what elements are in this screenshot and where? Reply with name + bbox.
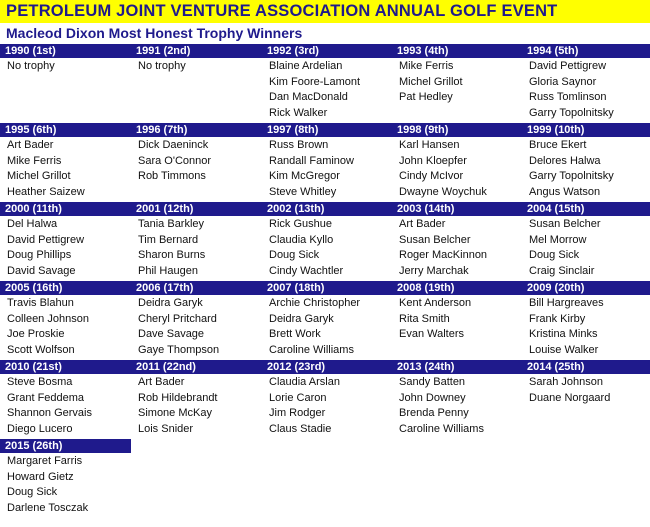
winner-list [131, 216, 259, 279]
year-cell [262, 202, 390, 279]
year-label: 2010 (21st) [5, 361, 62, 373]
winner-name: Doug Sick [269, 249, 320, 261]
winner-list [522, 295, 650, 358]
year-cell [0, 281, 128, 358]
winner-list [392, 58, 520, 106]
winner-name: Lois Snider [138, 422, 194, 435]
year-label: 2012 (23rd) [267, 361, 326, 373]
year-cell [392, 360, 520, 437]
year-cell [392, 202, 520, 279]
year-cell [131, 123, 259, 185]
year-cell [0, 44, 128, 75]
winner-name: Jim Rodger [269, 407, 326, 419]
year-label: 2011 (22nd) [136, 361, 196, 373]
year-cell [392, 281, 520, 343]
winner-name: Del Halwa [7, 218, 58, 230]
winner-name: Phil Haugen [138, 264, 198, 277]
winner-list [522, 137, 650, 200]
winner-name: Rick Gushue [269, 218, 332, 230]
year-cell [392, 123, 520, 200]
winner-name: Caroline Williams [399, 422, 484, 435]
year-cell [262, 123, 390, 200]
winner-name: Blaine Ardelian [269, 60, 343, 72]
year-label: 1991 (2nd) [136, 45, 191, 57]
winner-name: Roger MacKinnon [399, 249, 488, 261]
year-cell [262, 281, 390, 358]
winner-name: Cindy Wachtler [269, 264, 344, 277]
winner-name: Art Bader [7, 139, 54, 151]
winner-name: David Pettigrew [529, 60, 607, 72]
page-title: PETROLEUM JOINT VENTURE ASSOCIATION ANNUAL GOLF EVENT [6, 2, 558, 20]
year-row [0, 281, 650, 360]
year-label: 2015 (26th) [5, 440, 63, 452]
winner-name: Colleen Johnson [7, 312, 89, 325]
winner-name: Kent Anderson [399, 297, 472, 309]
year-label: 2001 (12th) [136, 203, 194, 215]
year-cell [131, 44, 259, 75]
winner-name: Sarah Johnson [529, 376, 603, 388]
winner-name: Michel Grillot [7, 170, 71, 182]
year-label: 2014 (25th) [527, 361, 585, 373]
year-row [0, 123, 650, 202]
winner-name: Tania Barkley [138, 218, 205, 230]
year-label: 2000 (11th) [5, 203, 62, 215]
winner-list [0, 58, 128, 75]
winner-name: Claudia Arslan [269, 376, 340, 388]
year-row [0, 44, 650, 123]
winner-name: Mel Morrow [529, 233, 587, 246]
winner-name: Deidra Garyk [269, 312, 334, 325]
winner-name: Doug Sick [529, 249, 580, 261]
year-cell [131, 360, 259, 437]
winner-list [0, 137, 128, 200]
winner-name: Frank Kirby [529, 312, 586, 325]
winner-list [131, 137, 259, 185]
winner-name: Susan Belcher [529, 218, 601, 230]
winner-list [262, 295, 390, 358]
winner-name: Pat Hedley [399, 91, 453, 103]
winner-name: Heather Saizew [7, 185, 85, 198]
winners-grid [0, 44, 650, 527]
year-cell [0, 439, 128, 516]
year-row [0, 439, 650, 527]
winner-name: Cheryl Pritchard [138, 312, 217, 325]
year-label: 2013 (24th) [397, 361, 455, 373]
year-cell [131, 281, 259, 358]
winner-list [392, 374, 520, 437]
winner-name: Susan Belcher [399, 233, 471, 246]
winner-list [0, 453, 128, 516]
winner-name: Scott Wolfson [7, 343, 75, 356]
winner-name: Dick Daeninck [138, 139, 209, 151]
winner-name: Doug Sick [7, 486, 58, 498]
winner-name: No trophy [138, 60, 186, 72]
winner-name: Shannon Gervais [7, 407, 92, 419]
year-cell [522, 44, 650, 121]
year-label: 2006 (17th) [136, 282, 194, 294]
winner-name: Cindy McIvor [399, 170, 464, 182]
winner-name: Claudia Kyllo [269, 233, 334, 246]
winner-name: Gaye Thompson [138, 343, 220, 356]
year-label: 2007 (18th) [267, 282, 325, 294]
year-cell [262, 44, 390, 121]
year-label: 2008 (19th) [397, 282, 455, 294]
winner-name: Bruce Ekert [529, 139, 587, 151]
winner-name: Dave Savage [138, 328, 205, 340]
winner-name: Angus Watson [529, 185, 601, 198]
year-cell [0, 202, 128, 279]
year-label: 1997 (8th) [267, 124, 319, 136]
year-label: 1996 (7th) [136, 124, 188, 136]
winner-name: Tim Bernard [138, 233, 199, 246]
winner-name: Garry Topolnitsky [529, 106, 614, 119]
winner-list [262, 216, 390, 279]
winner-name: Margaret Farris [7, 455, 83, 467]
winner-name: Deidra Garyk [138, 297, 203, 309]
winner-list [522, 58, 650, 121]
year-cell [522, 360, 650, 406]
winner-name: Darlene Tosczak [7, 501, 89, 514]
title-bar [0, 0, 650, 23]
winner-name: Randall Faminow [269, 154, 354, 167]
year-cell [131, 202, 259, 279]
year-label: 2009 (20th) [527, 282, 585, 294]
winner-name: Garry Topolnitsky [529, 170, 614, 182]
winner-name: Joe Proskie [7, 328, 65, 340]
page-subtitle: Macleod Dixon Most Honest Trophy Winners [6, 25, 303, 41]
winner-list [0, 295, 128, 358]
winner-name: John Kloepfer [399, 154, 467, 167]
winner-name: David Pettigrew [7, 233, 85, 246]
year-cell [0, 123, 128, 200]
winner-list [0, 374, 128, 437]
winner-name: Rita Smith [399, 312, 450, 325]
winner-name: Art Bader [138, 376, 185, 388]
winner-list [392, 137, 520, 200]
winner-name: Russ Tomlinson [529, 91, 607, 103]
winner-name: Craig Sinclair [529, 264, 595, 277]
winner-list [522, 216, 650, 279]
winner-name: Michel Grillot [399, 75, 463, 88]
winner-name: Louise Walker [529, 343, 599, 356]
year-label: 2002 (13th) [267, 203, 325, 215]
winner-list [131, 374, 259, 437]
winner-name: Gloria Saynor [529, 75, 597, 88]
year-row [0, 202, 650, 281]
winner-name: Howard Gietz [7, 470, 74, 483]
winner-name: Sandy Batten [399, 376, 466, 388]
winner-name: Lorie Caron [269, 391, 327, 404]
winner-name: Jerry Marchak [399, 264, 469, 277]
winner-name: Rick Walker [269, 106, 328, 119]
winner-name: John Downey [399, 391, 466, 404]
year-label: 2004 (15th) [527, 203, 585, 215]
winner-name: Rob Timmons [138, 170, 206, 182]
year-label: 1992 (3rd) [267, 45, 319, 57]
year-cell [522, 123, 650, 200]
winner-list [522, 374, 650, 406]
year-label: 1995 (6th) [5, 124, 57, 136]
winner-name: Sara O'Connor [138, 154, 212, 167]
winner-list [262, 374, 390, 437]
winner-name: Sharon Burns [138, 249, 206, 261]
winner-name: Steve Bosma [7, 376, 73, 388]
winner-name: Art Bader [399, 218, 446, 230]
winner-list [131, 295, 259, 358]
winner-name: Duane Norgaard [529, 391, 611, 404]
winner-list [392, 295, 520, 343]
winner-name: Brenda Penny [399, 407, 469, 419]
winner-name: Claus Stadie [269, 422, 332, 435]
year-label: 2003 (14th) [397, 203, 455, 215]
year-cell [522, 281, 650, 358]
winner-name: Dan MacDonald [269, 91, 348, 103]
winner-list [262, 137, 390, 200]
year-row [0, 360, 650, 439]
winner-name: Mike Ferris [7, 154, 62, 167]
winner-name: Rob Hildebrandt [138, 391, 218, 404]
winner-name: Caroline Williams [269, 343, 354, 356]
year-cell [262, 360, 390, 437]
winner-name: Travis Blahun [7, 297, 74, 309]
year-label: 1990 (1st) [5, 45, 56, 57]
winner-name: Delores Halwa [529, 154, 601, 167]
winner-name: Kim Foore-Lamont [269, 75, 361, 88]
winner-name: Russ Brown [269, 139, 329, 151]
winner-name: Karl Hansen [399, 139, 460, 151]
year-cell [0, 360, 128, 437]
winner-name: Kristina Minks [529, 328, 598, 340]
winner-name: Steve Whitley [269, 185, 337, 198]
year-label: 1994 (5th) [527, 45, 579, 57]
winner-list [131, 58, 259, 75]
winner-list [0, 216, 128, 279]
winner-name: No trophy [7, 60, 55, 72]
winner-name: Kim McGregor [269, 170, 340, 182]
winner-name: David Savage [7, 264, 76, 277]
year-cell [522, 202, 650, 279]
winner-name: Doug Phillips [7, 249, 72, 261]
winner-name: Bill Hargreaves [529, 297, 604, 309]
winner-name: Evan Walters [399, 328, 465, 340]
winner-list [392, 216, 520, 279]
year-label: 1998 (9th) [397, 124, 449, 136]
winner-name: Grant Feddema [7, 391, 85, 404]
year-label: 2005 (16th) [5, 282, 63, 294]
year-label: 1993 (4th) [397, 45, 449, 57]
year-cell [392, 44, 520, 106]
winner-list [262, 58, 390, 121]
winner-name: Simone McKay [138, 407, 212, 419]
year-label: 1999 (10th) [527, 124, 585, 136]
winner-name: Diego Lucero [7, 422, 73, 435]
winner-name: Brett Work [269, 328, 321, 340]
winner-name: Archie Christopher [269, 297, 361, 309]
winner-name: Dwayne Woychuk [399, 185, 487, 198]
winner-name: Mike Ferris [399, 60, 454, 72]
